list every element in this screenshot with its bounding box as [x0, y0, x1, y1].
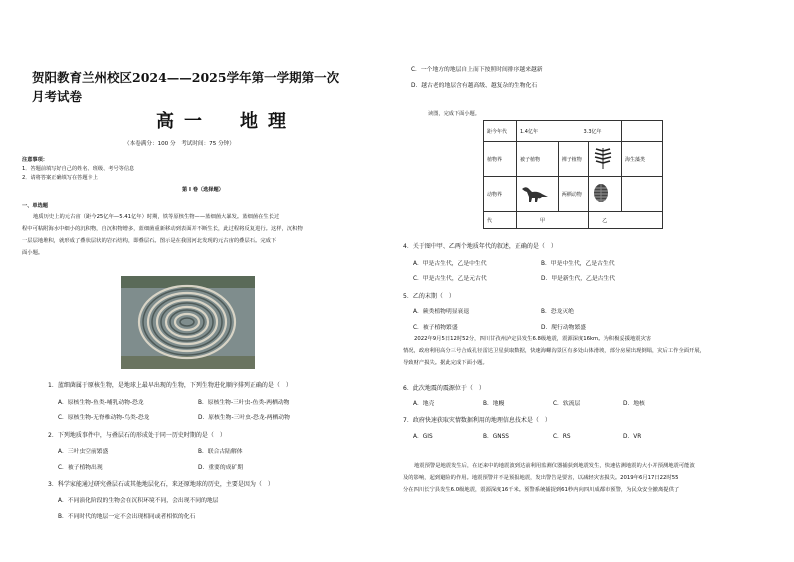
q6-option-b[interactable]: B．地幔 — [483, 401, 505, 407]
stromatolite-photo — [121, 276, 255, 369]
passage-line: 分在四川长宁县发生6.0级地震，震源深度16千米。预警系统捕捉到61秒内向四川成都市预警，为民众安全撤离提供了 — [403, 487, 680, 493]
stromatolite-image — [121, 276, 255, 369]
q4-option-c[interactable]: C．甲是古生代，乙是元古代 — [413, 276, 487, 282]
question-2-stem: 2．下列地质事件中，与叠层石的形成处于同一历史时期的是（ ） — [48, 432, 226, 439]
note-item: 1．答题前填写好自己的姓名、班级、考号等信息 — [22, 166, 135, 172]
passage-stromatolite — [22, 211, 392, 259]
table-cell — [589, 177, 622, 212]
table-cell — [589, 142, 622, 177]
era-label-yi: 乙 — [602, 217, 608, 224]
exam-title-line1: 贺阳教育兰州校区2024——2025学年第一学期第一次 — [32, 70, 340, 85]
table-cell: 距今年代 — [484, 121, 517, 142]
table-row — [484, 212, 663, 229]
q3-option-b[interactable]: B．不同时代的地层一定不会出现相同或者相似的化石 — [58, 514, 196, 520]
q5-option-a[interactable]: A．蕨类植物明显衰退 — [413, 309, 470, 315]
q3-option-d[interactable]: D．越古老的地层含有越高级、越复杂的生物化石 — [411, 83, 538, 89]
passage-line: 情况，政府利用高分三号合成孔径雷达卫星获取数据，快速海螺沟景区有多处山体滑坡，部分房屋出现倒塌，灾后工作全面开展， — [403, 348, 705, 354]
table-cell — [622, 121, 663, 142]
table-cell — [517, 212, 589, 229]
volume-heading: 第 I 卷（选择题） — [182, 187, 224, 193]
q7-option-a[interactable]: A．GIS — [413, 434, 433, 440]
passage-line: 地质历史上的元古宙（距今25亿年—5.41亿年）时期，铁等原核生物——蓝细菌大暴发。蓝细菌在生长过 — [33, 214, 280, 220]
table-cell: 植物界 — [484, 142, 517, 177]
passage-line: 一层层地堆积，就形成了叠状层状的岩石结构，即叠层石。图示是在我国河北发现的元古宙的叠层石。完成下 — [22, 238, 277, 244]
table-cell — [517, 177, 559, 212]
q6-option-a[interactable]: A．地壳 — [413, 401, 435, 407]
q7-option-d[interactable]: D．VR — [623, 434, 642, 440]
q1-option-d[interactable]: D．原核生物-三叶虫-恐龙-两栖动物 — [198, 415, 290, 421]
question-5-stem: 5．乙的末期（ ） — [403, 293, 455, 300]
table-row — [484, 142, 663, 177]
table-row — [484, 121, 663, 142]
exam-meta: （本卷满分：100 分 考试时间：75 分钟） — [124, 141, 235, 147]
trilobite-icon — [592, 182, 610, 204]
table-cell — [589, 212, 663, 229]
table-cell: 海生藻类 — [622, 142, 663, 177]
age-label: 1.4亿年 — [520, 128, 538, 135]
table-cell: 裸子植物 — [558, 142, 588, 177]
q2-option-d[interactable]: D．重要的成矿期 — [198, 465, 244, 471]
q1-option-b[interactable]: B．原核生物-三叶虫-鱼类-两栖动物 — [198, 400, 290, 406]
table-cell: 代 — [484, 212, 517, 229]
q5-option-c[interactable]: C．被子植物繁盛 — [413, 325, 458, 331]
q2-option-b[interactable]: B．联合古陆解体 — [198, 449, 243, 455]
q7-option-b[interactable]: B．GNSS — [483, 434, 509, 440]
q1-option-a[interactable]: A．原核生物-鱼类-哺乳动物-恐龙 — [58, 400, 144, 406]
q5-option-d[interactable]: D．爬行动物繁盛 — [541, 325, 587, 331]
question-4-stem: 4．关于图中甲、乙两个地质年代的叙述，正确的是（ ） — [403, 243, 557, 250]
question-7-stem: 7．政府快速获取灾情数据利用的地理信息技术是（ ） — [403, 417, 551, 424]
geologic-time-table — [483, 120, 663, 229]
instruction-text: 读图，完成下面小题。 — [428, 111, 480, 117]
q2-option-a[interactable]: A．三叶虫空前繁盛 — [58, 449, 109, 455]
q6-option-d[interactable]: D．地核 — [623, 401, 645, 407]
passage-earthquake — [403, 333, 775, 369]
table-row — [484, 177, 663, 212]
passage-line: 及的影响，起到避险的作用。地震预警并不是预报地震，发出警告是要害，以减轻灾害损失。2019年6月17日22时55 — [403, 475, 679, 481]
table-cell: 被子植物 — [517, 142, 559, 177]
question-6-stem: 6．此次地震的震源位于（ ） — [403, 385, 485, 392]
notes-heading: 注意事项： — [22, 157, 48, 163]
q4-option-d[interactable]: D．甲是新生代，乙是古生代 — [541, 276, 616, 282]
table-cell: 两栖动物 — [558, 177, 588, 212]
q2-option-c[interactable]: C．被子植物出现 — [58, 465, 103, 471]
question-1-stem: 1．蓝细菌属于原核生物，是地球上最早出现的生物，下列生物进化顺序排列正确的是（ ） — [48, 382, 292, 389]
q4-option-b[interactable]: B．甲是中生代，乙是古生代 — [541, 261, 615, 267]
q4-option-a[interactable]: A．甲是古生代，乙是中生代 — [413, 261, 487, 267]
question-3-stem: 3．科学家能通过研究叠层石或其他地层化石，来还原地球的历史，主要是因为（ ） — [48, 481, 274, 488]
note-item: 2．请将答案正确填写在答题卡上 — [22, 175, 98, 181]
passage-warning — [403, 460, 775, 496]
table-cell — [622, 177, 663, 212]
fern-icon — [592, 146, 614, 170]
dinosaur-icon — [520, 183, 550, 203]
q3-option-c[interactable]: C．一个地方的地层自上而下按照时间排序越来越新 — [411, 67, 543, 73]
table-cell — [517, 121, 622, 142]
part-heading: 一、单选题 — [22, 203, 48, 209]
passage-line: 程中可粘附海水中细小的沉积物，自沉积物增多，蓝细菌重新移动到表面并不断生长，此过程将反复进行。这样，沉积物 — [22, 226, 303, 232]
passage-line: 面小题。 — [22, 250, 44, 256]
q5-option-b[interactable]: B．恐龙灭绝 — [541, 309, 574, 315]
subject-title: 高一 地理 — [156, 111, 296, 132]
q7-option-c[interactable]: C．RS — [553, 434, 571, 440]
q6-option-c[interactable]: C．软流层 — [553, 401, 581, 407]
era-label-jia: 甲 — [540, 217, 546, 224]
passage-line: 导致财产损失。据此完成下面小题。 — [403, 360, 488, 366]
exam-title-line2: 月考试卷 — [32, 89, 83, 104]
passage-line: 2022年9月5日12时52分，四川甘孜州泸定县发生6.8级地震，震源深度16km。为积极妥援地震灾害 — [414, 336, 652, 342]
table-cell: 动物界 — [484, 177, 517, 212]
q1-option-c[interactable]: C．原核生物-无脊椎动物-鸟类-恐龙 — [58, 415, 150, 421]
age-label: 3.3亿年 — [583, 128, 602, 135]
q3-option-a[interactable]: A．不同演化阶段的生物会在沉积环境不同，会出现不同的地层 — [58, 498, 219, 504]
passage-line: 地震预警是地震发生后，在还来中的地震波到达前利用监测仪器捕获到地震发生，快速估测地震的大小并预测地震可能波 — [414, 463, 695, 469]
